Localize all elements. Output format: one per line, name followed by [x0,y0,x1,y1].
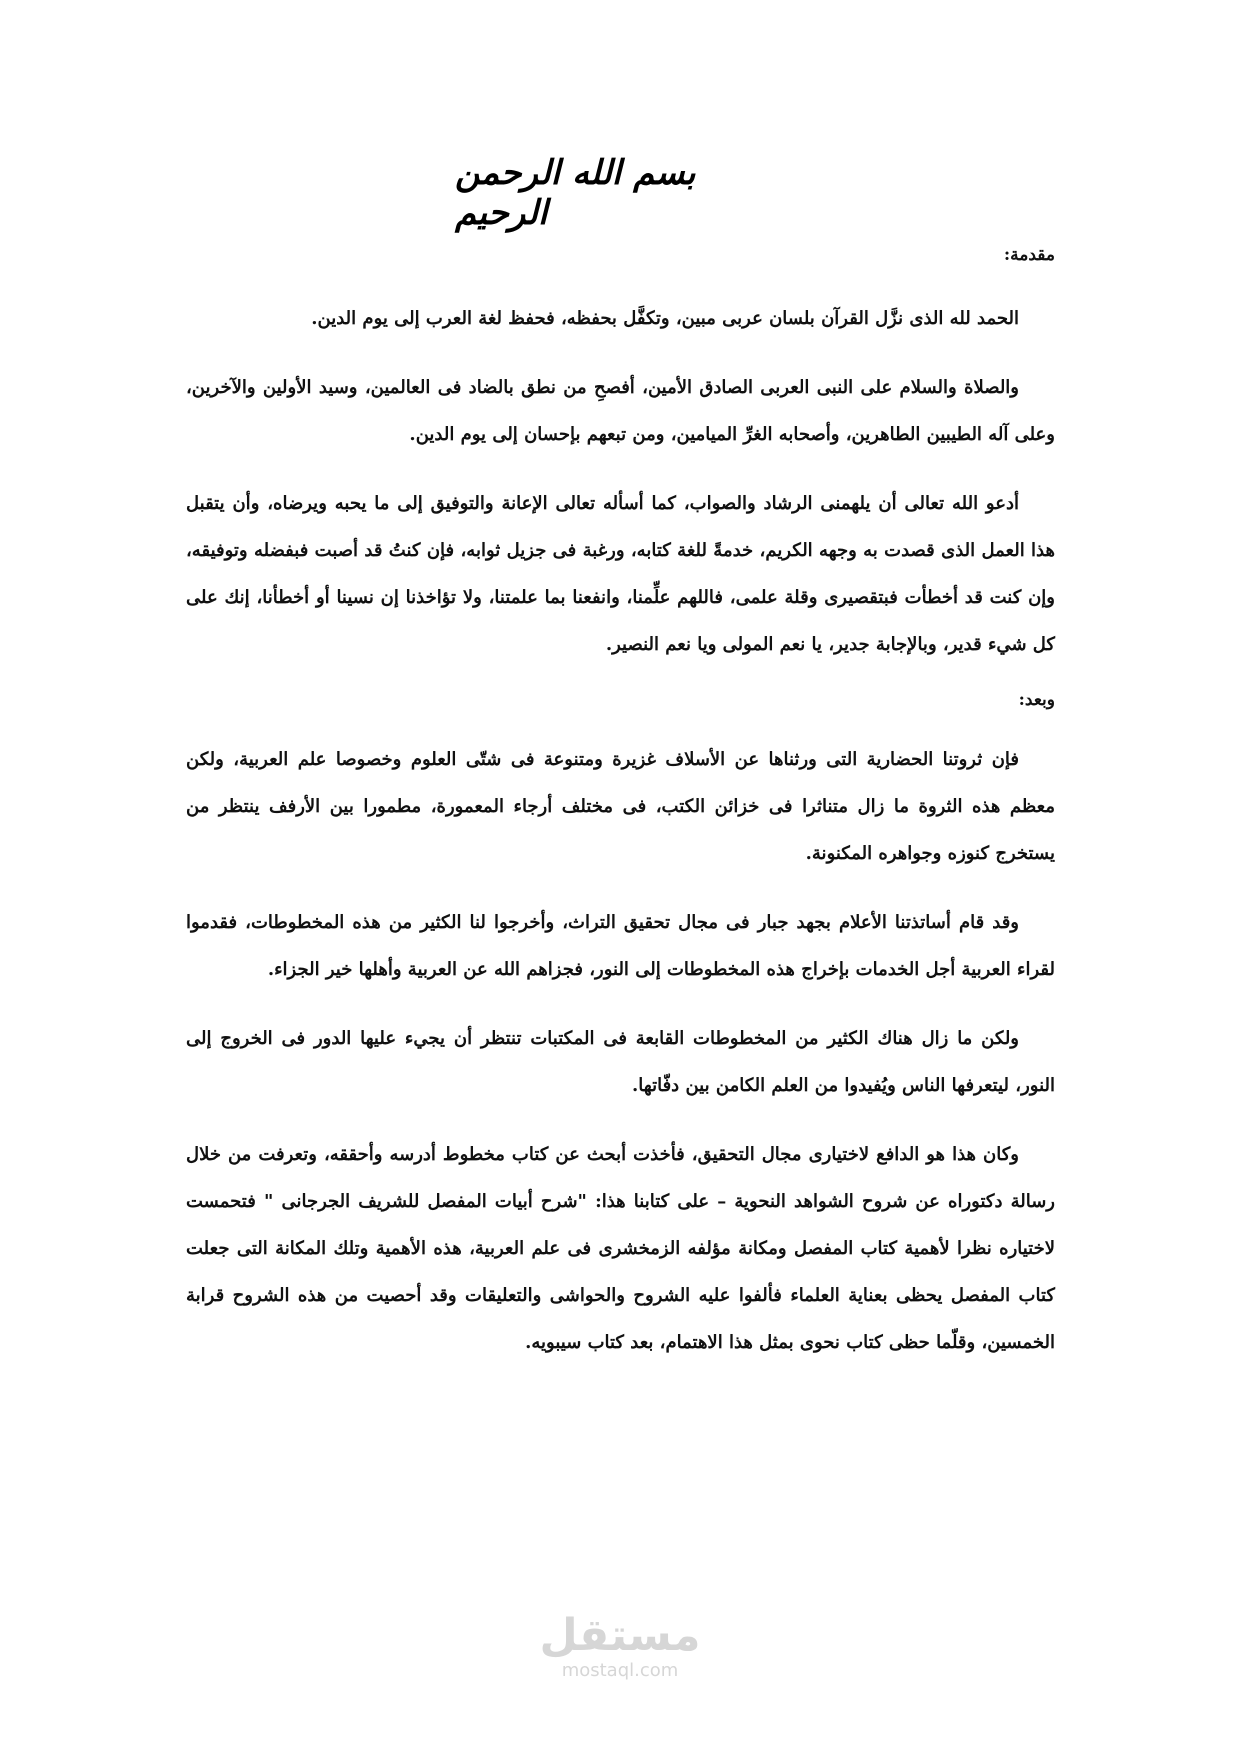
after-heading: وبعد: [1018,690,1055,710]
intro-heading: مقدمة: [1003,245,1055,265]
document-content [186,245,1055,1388]
watermark [530,1612,710,1681]
basmala-text: بسم الله الرحمن الرحيم [455,153,696,233]
intro-paragraph-1: الحمد لله الذى نزَّل القرآن بلسان عربى مبين، وتكفَّل بحفظه، فحفظ لغة العرب إلى يوم الدين. [311,308,1019,329]
main-paragraph-2: وقد قام أساتذتنا الأعلام بجهد جبار فى مجال تحقيق التراث، وأخرجوا لنا الكثير من هذه المخطوطات، فقدموا لقراء العربية أجل الخدمات بإخراج هذه المخطوطات إلى النور، فجزاهم الله عن العربية وأهلها خير الجزاء. [186,912,1055,980]
intro-paragraph-2: والصلاة والسلام على النبى العربى الصادق الأمين، أفصحِ من نطق بالضاد فى العالمين، وسيد الأولين والآخرين، وعلى آله الطيبين الطاهرين، وأصحابه الغرِّ الميامين، ومن تبعهم بإحسان إلى يوم الدين. [186,377,1055,445]
basmala-calligraphy [455,153,795,233]
watermark-domain: mostaql.com [561,1660,679,1681]
main-paragraph-4: وكان هذا هو الدافع لاختيارى مجال التحقيق، فأخذت أبحث عن كتاب مخطوط أدرسه وأحققه، وتعرفت من خلال رسالة دكتوراه عن شروح الشواهد النحوية – على كتابنا هذا: "شرح أبيات المفصل للشريف الجرجانى " فتحمست لاختياره نظرا لأهمية كتاب المفصل ومكانة مؤلفه الزمخشرى فى علم العربية، هذه الأهمية وتلك المكانة التى جعلت كتاب المفصل يحظى بعناية العلماء فألفوا عليه الشروح والحواشى والتعليقات وقد أحصيت من هذه الشروح قرابة الخمسين، وقلّما حظى كتاب نحوى بمثل هذا الاهتمام، بعد كتاب سيبويه. [186,1144,1055,1353]
main-paragraph-1: فإن ثروتنا الحضارية التى ورثناها عن الأسلاف غزيرة ومتنوعة فى شتّى العلوم وخصوصا علم العربية، ولكن معظم هذه الثروة ما زال متناثرا فى خزائن الكتب، فى مختلف أرجاء المعمورة، مطمورا بين الأرفف ينتظر من يستخرج كنوزه وجواهره المكنونة. [186,749,1055,864]
intro-paragraph-3: أدعو الله تعالى أن يلهمنى الرشاد والصواب، كما أسأله تعالى الإعانة والتوفيق إلى ما يحبه ويرضاه، وأن يتقبل هذا العمل الذى قصدت به وجهه الكريم، خدمةً للغة كتابه، ورغبة فى جزيل ثوابه، فإن كنتُ قد أصبت فبفضله وتوفيقه، وإن كنت قد أخطأت فبتقصيرى وقلة علمى، فاللهم علِّمنا، وانفعنا بما علمتنا، ولا تؤاخذنا إن نسينا أو أخطأنا، إنك على كل شيء قدير، وبالإجابة جدير، يا نعم المولى ويا نعم النصير. [186,493,1055,655]
watermark-brand: مستقل [539,1610,701,1661]
main-paragraph-3: ولكن ما زال هناك الكثير من المخطوطات القابعة فى المكتبات تنتظر أن يجيء عليها الدور فى الخروج إلى النور، ليتعرفها الناس ويُفيدوا من العلم الكامن بين دفّاتها. [186,1028,1055,1096]
